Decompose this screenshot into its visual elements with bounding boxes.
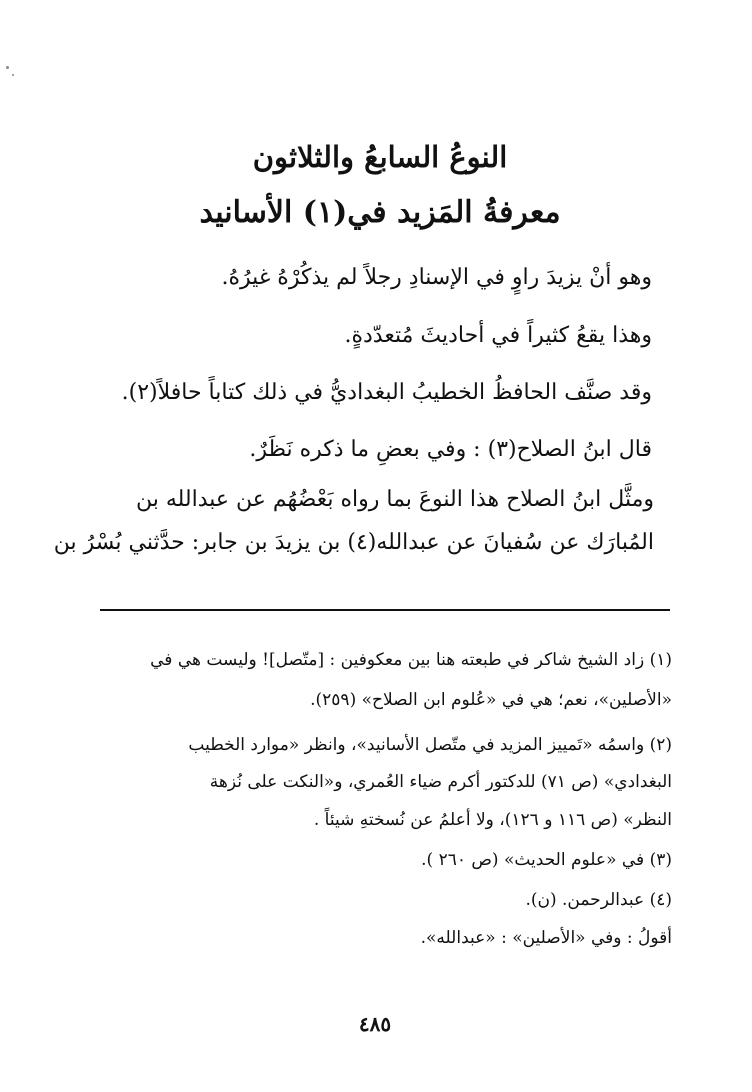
footnote-line: (٢) واسمُه «تَمييز المزيد في متّصل الأسانيد»، وانظر «موارد الخطيب <box>188 735 672 755</box>
chapter-heading: النوعُ السابعُ والثلاثون <box>252 140 508 174</box>
footnote-line: البغدادي» (ص ٧١) للدكتور أكرم ضياء العُمري، و«النكت على نُزهة <box>209 772 672 792</box>
footnote-line: «الأصلين»، نعم؛ هي في «عُلوم ابن الصلاح» (٢٥٩). <box>310 690 672 710</box>
body-line: وهو أنْ يزيدَ راوٍ في الإسنادِ رجلاً لم يذكُرْهُ غيرُهُ. <box>221 265 652 290</box>
section-title: معرفةُ المَزيد في(١) الأسانيد <box>199 195 561 230</box>
scan-speck <box>6 66 9 69</box>
scan-speck <box>12 74 14 76</box>
footnote-line: أقولُ : وفي «الأصلين» : «عبدالله». <box>420 928 672 948</box>
body-line: المُبارَك عن سُفيانَ عن عبدالله(٤) بن يزيدَ بن جابر: حدَّثني بُسْرُ بن <box>53 530 654 555</box>
footnote-line: (٤) عبدالرحمن. (ن). <box>525 890 672 910</box>
page-number: ٤٨٥ <box>358 1012 392 1036</box>
body-line: قال ابنُ الصلاح(٣) : وفي بعضِ ما ذكره نَظَرٌ. <box>249 437 652 462</box>
footnote-line: (٣) في «علوم الحديث» (ص ٢٦٠ ). <box>421 850 672 870</box>
footnote-line: (١) زاد الشيخ شاكر في طبعته هنا بين معكوفين : [متّصل]! وليست هي في <box>150 650 672 670</box>
footnote-line: النظر» (ص ١١٦ و ١٢٦)، ولا أعلمُ عن نُسختهِ شيئاً . <box>313 810 672 830</box>
body-line: وهذا يقعُ كثيراً في أحاديثَ مُتعدّدةٍ. <box>344 323 652 348</box>
body-line: وقد صنَّف الحافظُ الخطيبُ البغداديُّ في ذلك كتاباً حافلاً(٢). <box>121 380 652 405</box>
body-line: ومثَّل ابنُ الصلاح هذا النوعَ بما رواه بَعْضُهُم عن عبدالله بن <box>135 487 654 512</box>
footnote-separator <box>100 609 670 611</box>
